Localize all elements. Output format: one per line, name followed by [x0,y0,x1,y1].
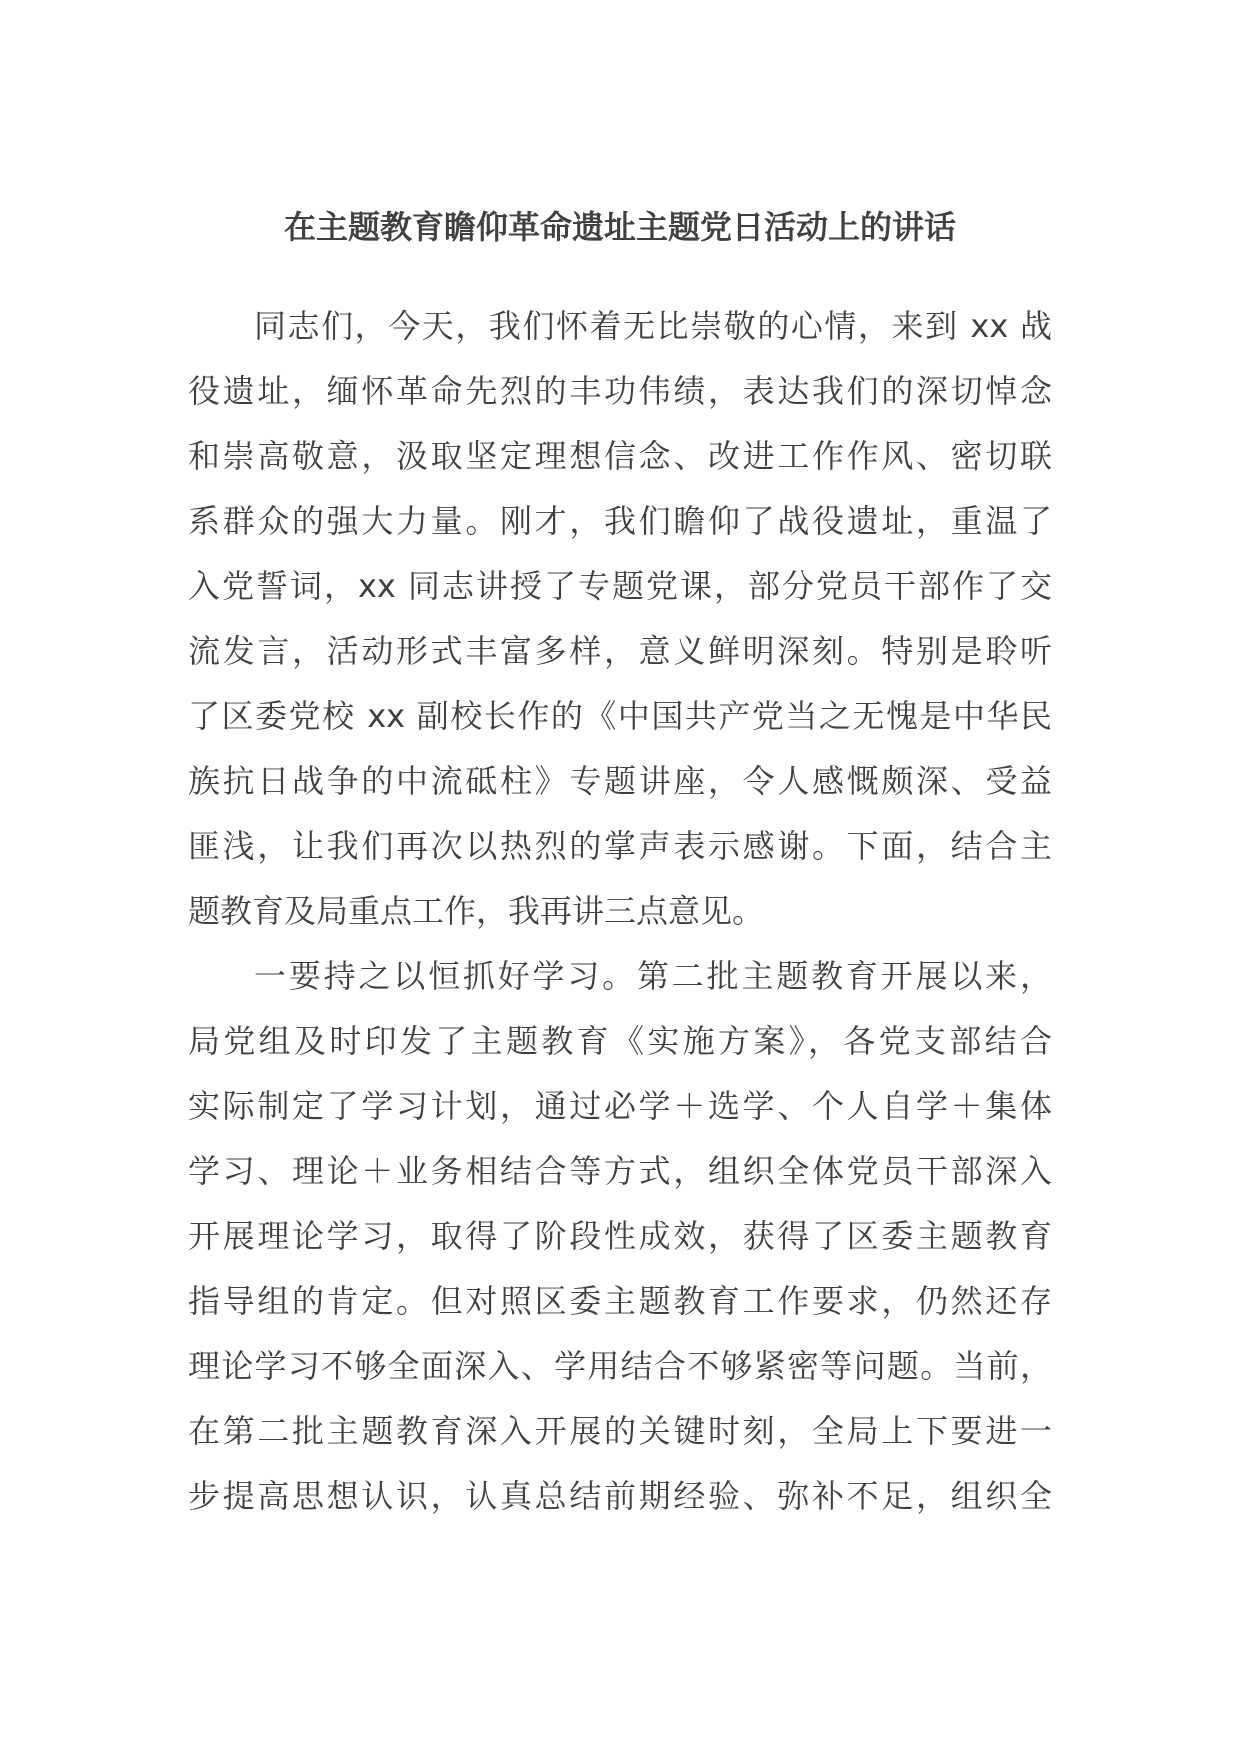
paragraph-line: 在第二批主题教育深入开展的关键时刻，全局上下要进一 [188,1412,1052,1450]
paragraph-line: 理论学习不够全面深入、学用结合不够紧密等问题。当前， [188,1347,1052,1385]
paragraph-line: 入党誓词，xx 同志讲授了专题党课，部分党员干部作了交 [188,567,1052,605]
paragraph-line: 役遗址，缅怀革命先烈的丰功伟绩，表达我们的深切悼念 [188,372,1052,410]
paragraph-line: 流发言，活动形式丰富多样，意义鲜明深刻。特别是聆听 [188,632,1052,670]
paragraph-line: 了区委党校 xx 副校长作的《中国共产党当之无愧是中华民 [188,697,1052,735]
paragraph-line: 匪浅，让我们再次以热烈的掌声表示感谢。下面，结合主 [188,827,1052,865]
paragraph-2 [188,944,1052,1529]
paragraph-1 [188,294,1052,944]
paragraph-line: 开展理论学习，取得了阶段性成效，获得了区委主题教育 [188,1217,1052,1255]
paragraph-line: 题教育及局重点工作，我再讲三点意见。 [188,892,765,930]
paragraph-line: 族抗日战争的中流砥柱》专题讲座，令人感慨颇深、受益 [188,762,1052,800]
paragraph-line: 系群众的强大力量。刚才，我们瞻仰了战役遗址，重温了 [188,502,1052,540]
document-body [188,294,1052,1529]
paragraph-line: 学习、理论＋业务相结合等方式，组织全体党员干部深入 [188,1152,1052,1190]
paragraph-line: 实际制定了学习计划，通过必学＋选学、个人自学＋集体 [188,1087,1052,1125]
paragraph-line: 指导组的肯定。但对照区委主题教育工作要求，仍然还存 [188,1282,1052,1320]
paragraph-line: 和崇高敬意，汲取坚定理想信念、改进工作作风、密切联 [188,437,1052,475]
paragraph-line: 步提高思想认识，认真总结前期经验、弥补不足，组织全 [188,1477,1052,1515]
paragraph-line: 局党组及时印发了主题教育《实施方案》，各党支部结合 [188,1022,1052,1060]
document-title: 在主题教育瞻仰革命遗址主题党日活动上的讲话 [283,208,956,246]
paragraph-line: 同志们，今天，我们怀着无比崇敬的心情，来到 xx 战 [254,307,1052,345]
paragraph-line: 一要持之以恒抓好学习。第二批主题教育开展以来， [254,957,1052,995]
